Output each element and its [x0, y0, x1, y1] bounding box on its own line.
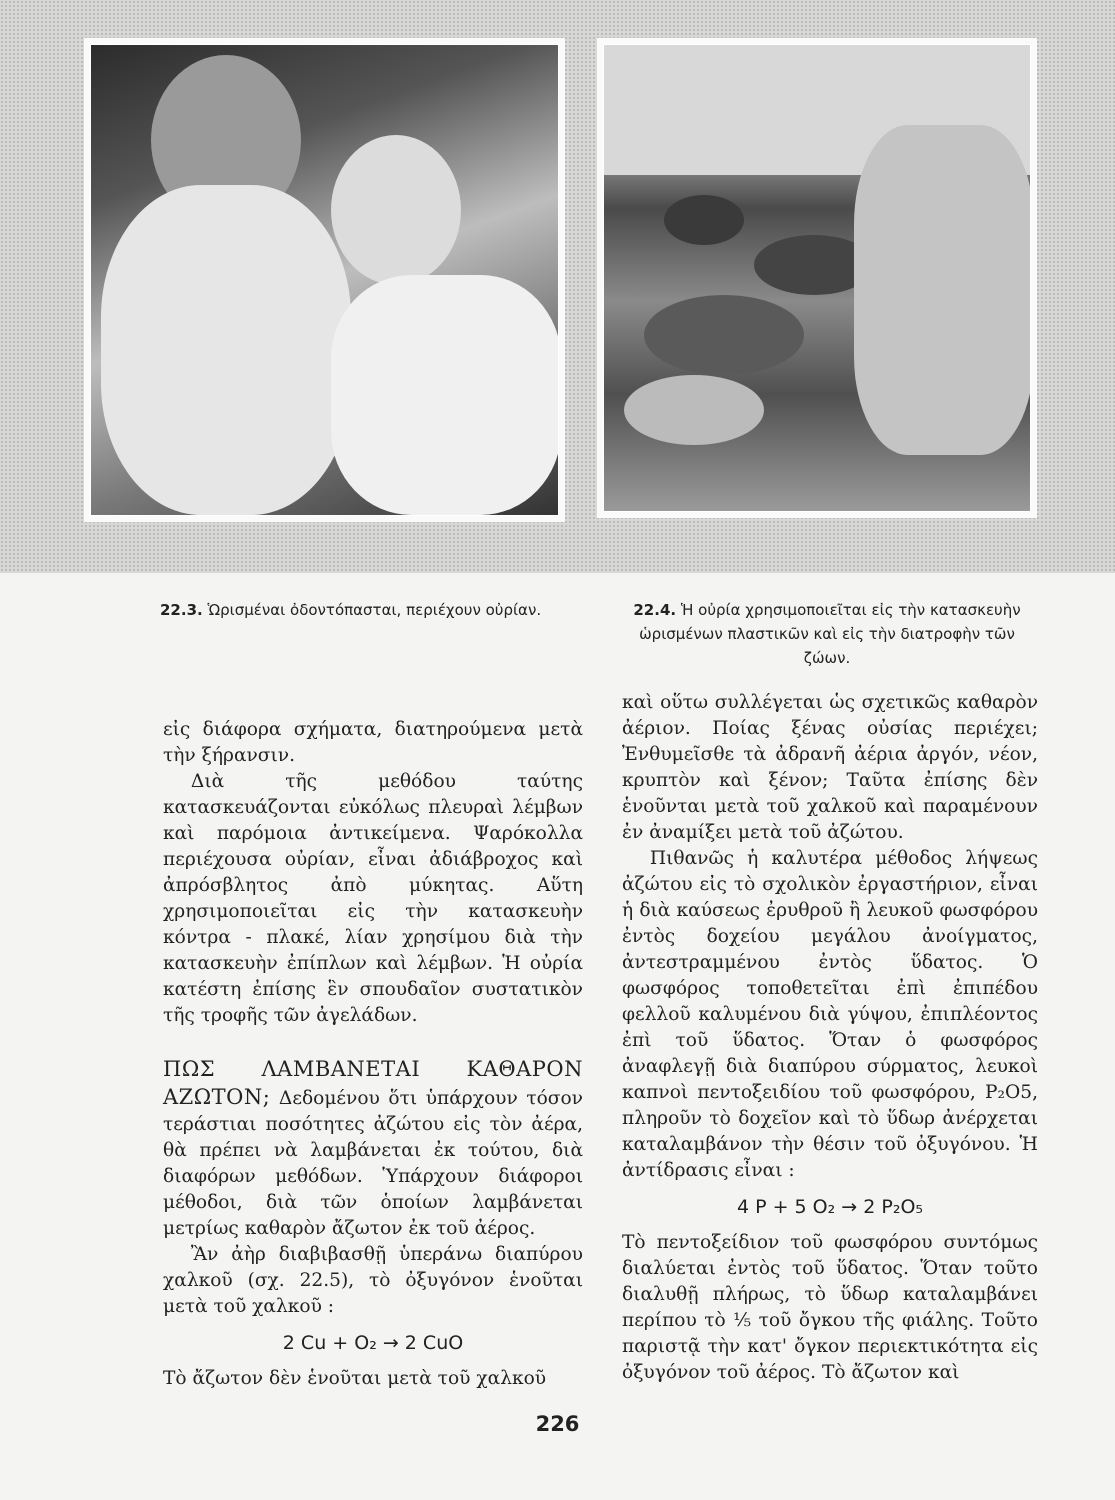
- figure-22-4-photo: [603, 44, 1031, 512]
- paragraph: Πιθανῶς ἡ καλυτέρα μέθοδος λήψεως ἀζώτου εἰς τὸ σχολικὸν ἐργαστήριον, εἶναι ἡ διὰ καύσεως ἐρυθροῦ ἢ λευκοῦ φωσφόρου ἐντὸς δοχείου μεγάλου ἀνοίγματος, ἀντεστραμμένου ἐντὸς ὕδατος. Ὁ φωσφόρος τοποθετεῖται ἐπὶ ἐπιπέδου φελλοῦ καλυμένου διὰ γύψου, ἐπιπλέοντος ἐπὶ τοῦ ὕδατος. Ὅταν ὁ φωσφόρος ἀναφλεγῇ διὰ διαπύρου σύρματος, λευκοὶ καπνοὶ πεντοξειδίου τοῦ φωσφόρου, P₂O5, πληροῦν τὸ δοχεῖον καὶ τὸ ὕδωρ ἀνέρχεται καταλαμβάνον τὴν θέσιν τοῦ ὀξυγόνου. Ἡ ἀντίδρασις εἶναι :: [622, 848, 1038, 1181]
- figure-22-3-photo: [90, 44, 559, 516]
- figure-22-4-caption: [622, 598, 1032, 670]
- left-text-column: [163, 717, 583, 1392]
- cattle-shape: [664, 195, 744, 245]
- paragraph: Τὸ πεντοξείδιον τοῦ φωσφόρου συντόμως διαλύεται ἐντὸς τοῦ ὕδατος. Ὅταν τοῦτο διαλυθῇ πλήρως, τὸ ὕδωρ καταλαμβάνει περίπου τὸ ⅕ τοῦ ὄγκου τῆς φιάλης. Τοῦτο παριστᾷ τὴν κατ' ὄγκον περιεκτικότητα εἰς ὀξυγόνον τοῦ ἀέρος. Τὸ ἄζωτον καὶ: [622, 1232, 1038, 1383]
- cattle-shape: [624, 375, 764, 445]
- section-spacer: [163, 1029, 583, 1056]
- caption-text: Ἡ οὐρία χρησιμοποιεῖται εἰς τὴν κατασκευὴν ὡρισμένων πλαστικῶν καὶ εἰς τὴν διατροφὴν τῶν ζώων.: [639, 601, 1021, 667]
- chemical-equation: 2 Cu + O₂ → 2 CuO: [282, 1332, 464, 1354]
- dentist-coat-shape: [101, 185, 351, 515]
- figure-number: 22.3.: [160, 601, 203, 619]
- caption-text: Ὡρισμέναι ὀδοντόπασται, περιέχουν οὐρίαν.: [207, 601, 542, 619]
- boy-shirt-shape: [331, 275, 559, 515]
- paragraph: Τὸ ἄζωτον δὲν ἑνοῦται μετὰ τοῦ χαλκοῦ: [163, 1368, 547, 1389]
- paragraph: Ἂν ἀὴρ διαβιβασθῇ ὑπεράνω διαπύρου χαλκοῦ (σχ. 22.5), τὸ ὀξυγόνον ἑνοῦται μετὰ τοῦ χαλκοῦ :: [163, 1244, 583, 1317]
- chemical-equation: 4 P + 5 O₂ → 2 P₂O₅: [736, 1196, 924, 1218]
- right-text-column: [622, 690, 1038, 1386]
- section-paragraph: [163, 1056, 583, 1242]
- cattle-shape: [644, 295, 804, 375]
- paragraph: Διὰ τῆς μεθόδου ταύτης κατασκευάζονται εὐκόλως πλευραὶ λέμβων καὶ παρόμοια ἀντικείμενα. Ψαρόκολλα περιέχουσα οὐρίαν, εἶναι ἀδιάβροχος καὶ ἀπρόσβλητος ἀπὸ μύκητας. Αὕτη χρησιμοποιεῖται εἰς τὴν κατασκευὴν κόντρα - πλακέ, λίαν χρησίμου διὰ τὴν κατασκευὴν ἐπίπλων καὶ λέμβων. Ἡ οὐρία κατέστη ἐπίσης ἓν σπουδαῖον συστατικὸν τῆς τροφῆς τῶν ἀγελάδων.: [163, 771, 583, 1026]
- paragraph: καὶ οὕτω συλλέγεται ὡς σχετικῶς καθαρὸν ἀέριον. Ποίας ξένας οὐσίας περιέχει; Ἐνθυμεῖσθε τὰ ἀδρανῆ ἀέρια ἀργόν, νέον, κρυπτὸν καὶ ξένον; Ταῦτα ἐπίσης δὲν ἑνοῦνται μετὰ τοῦ χαλκοῦ καὶ παραμένουν ἐν ἀναμίξει μετὰ τοῦ ἀζώτου.: [622, 692, 1038, 843]
- feed-trough-shape: [854, 125, 1031, 455]
- boy-face-shape: [331, 135, 461, 285]
- page-number: 226: [535, 1412, 580, 1436]
- figure-number: 22.4.: [633, 601, 677, 619]
- paragraph: εἰς διάφορα σχήματα, διατηρούμενα μετὰ τὴν ξήρανσιν.: [163, 719, 583, 766]
- paragraph-text: Δεδομένου ὅτι ὑπάρχουν τόσον τεράστιαι ποσότητες ἀζώτου εἰς τὸν ἀέρα, θὰ πρέπει νὰ λαμβάνεται ἐκ τούτου, διὰ διαφόρων μεθόδων. Ὑπάρχουν διάφοροι μέθοδοι, διὰ τῶν ὁποίων λαμβάνεται μετρίως καθαρὸν ἄζωτον ἐκ τοῦ ἀέρος.: [163, 1088, 583, 1239]
- section-heading: ΠΩΣ ΛΑΜΒΑΝΕΤΑΙ ΚΑΘΑΡΟΝ ΑΖΩΤΟΝ;: [163, 1057, 583, 1109]
- figure-22-3-caption: [160, 598, 600, 622]
